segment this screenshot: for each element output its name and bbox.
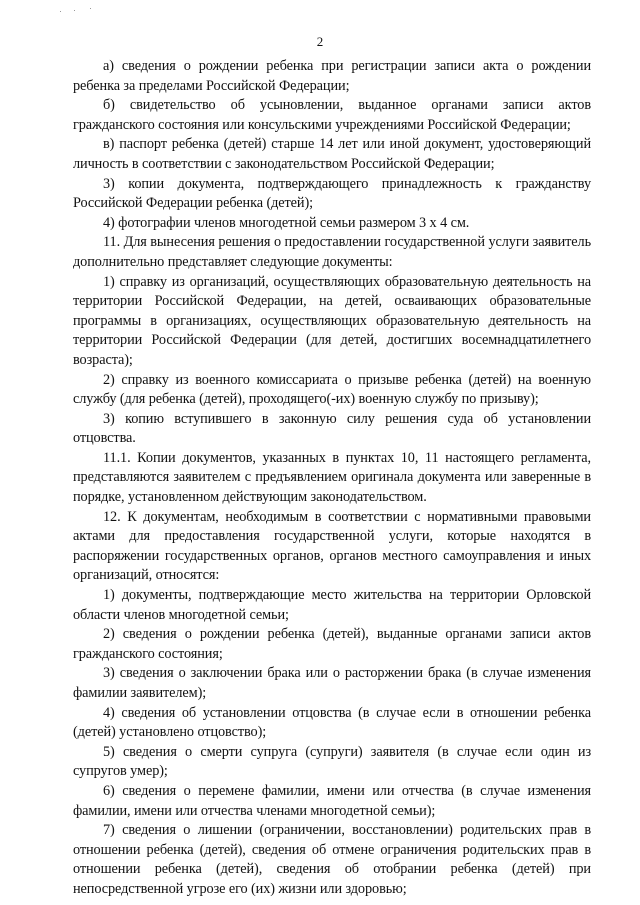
paragraph-10-b: б) свидетельство об усыновлении, выданное органами записи актов гражданского состояния или консульскими учреждениями Российской Федерации; (73, 97, 591, 133)
paragraph-12-3: 3) сведения о заключении брака или о расторжении брака (в случае изменения фамилии заявителем); (73, 665, 591, 701)
paragraph-12-4: 4) сведения об установлении отцовства (в случае если в отношении ребенка (детей) установлено отцовство); (73, 704, 591, 741)
paragraph-11-3: 3) копию вступившего в законную силу решения суда об установлении отцовства. (73, 410, 591, 447)
paragraph-12-6: 6) сведения о перемене фамилии, имени или отчества (в случае изменения фамилии, имени или отчества членами многодетной семьи); (73, 782, 591, 819)
paragraph-12-5: 5) сведения о смерти супруга (супруги) заявителя (в случае если один из супругов умер); (73, 743, 591, 780)
paragraph-10-3: 3) копии документа, подтверждающего принадлежность к гражданству Российской Федерации ребенка (детей); (73, 175, 591, 212)
paragraph-12-2: 2) сведения о рождении ребенка (детей), выданные органами записи актов гражданского состояния; (73, 626, 591, 662)
paragraph-12-1: 1) документы, подтверждающие место жительства на территории Орловской области членов многодетной семьи; (73, 587, 591, 623)
paragraph-11-1: 1) справку из организаций, осуществляющих образовательную деятельность на территории Российской Федерации, на детей, осваивающих образовательные программы в организациях, осуществляющих образовательную деятельность на территории Российской Федерации (для детей, достигших восемнадцатилетнего возраста); (73, 273, 591, 368)
scan-specks (60, 8, 100, 14)
paragraph-12: 12. К документам, необходимым в соответствии с нормативными правовыми актами для предоставления государственной услуги, которые находятся в распоряжении государственных органов, органов местного самоуправления и иных организаций, относятся: (73, 508, 591, 584)
paragraph-11-1-copies: 11.1. Копии документов, указанных в пунктах 10, 11 настоящего регламента, представляются заявителем с предъявлением оригинала документа или заверенные в порядке, установленном действующим законодательством. (73, 449, 591, 506)
paragraph-10-v: в) паспорт ребенка (детей) старше 14 лет или иной документ, удостоверяющий личность в соответствии с законодательством Российской Федерации; (73, 136, 591, 172)
document-body (73, 57, 591, 900)
paragraph-11-2: 2) справку из военного комиссариата о призыве ребенка (детей) на военную службу (для ребенка (детей), проходящего(-их) военную службу по призыву); (73, 371, 591, 408)
paragraph-11: 11. Для вынесения решения о предоставлении государственной услуги заявитель дополнительно представляет следующие документы: (73, 234, 591, 270)
paragraph-10-4: 4) фотографии членов многодетной семьи размером 3 х 4 см. (103, 214, 470, 231)
paragraph-10-a: а) сведения о рождении ребенка при регистрации записи акта о рождении ребенка за пределами Российской Федерации; (73, 58, 591, 94)
paragraph-12-7: 7) сведения о лишении (ограничении, восстановлении) родительских прав в отношении ребенка (детей), сведения об отмене ограничения родительских прав в отношении ребенка (детей), сведения об отобрании ребенка (детей) при непосредственной угрозе его (их) жизни или здоровью; (73, 822, 591, 897)
page-number: 2 (316, 34, 324, 49)
